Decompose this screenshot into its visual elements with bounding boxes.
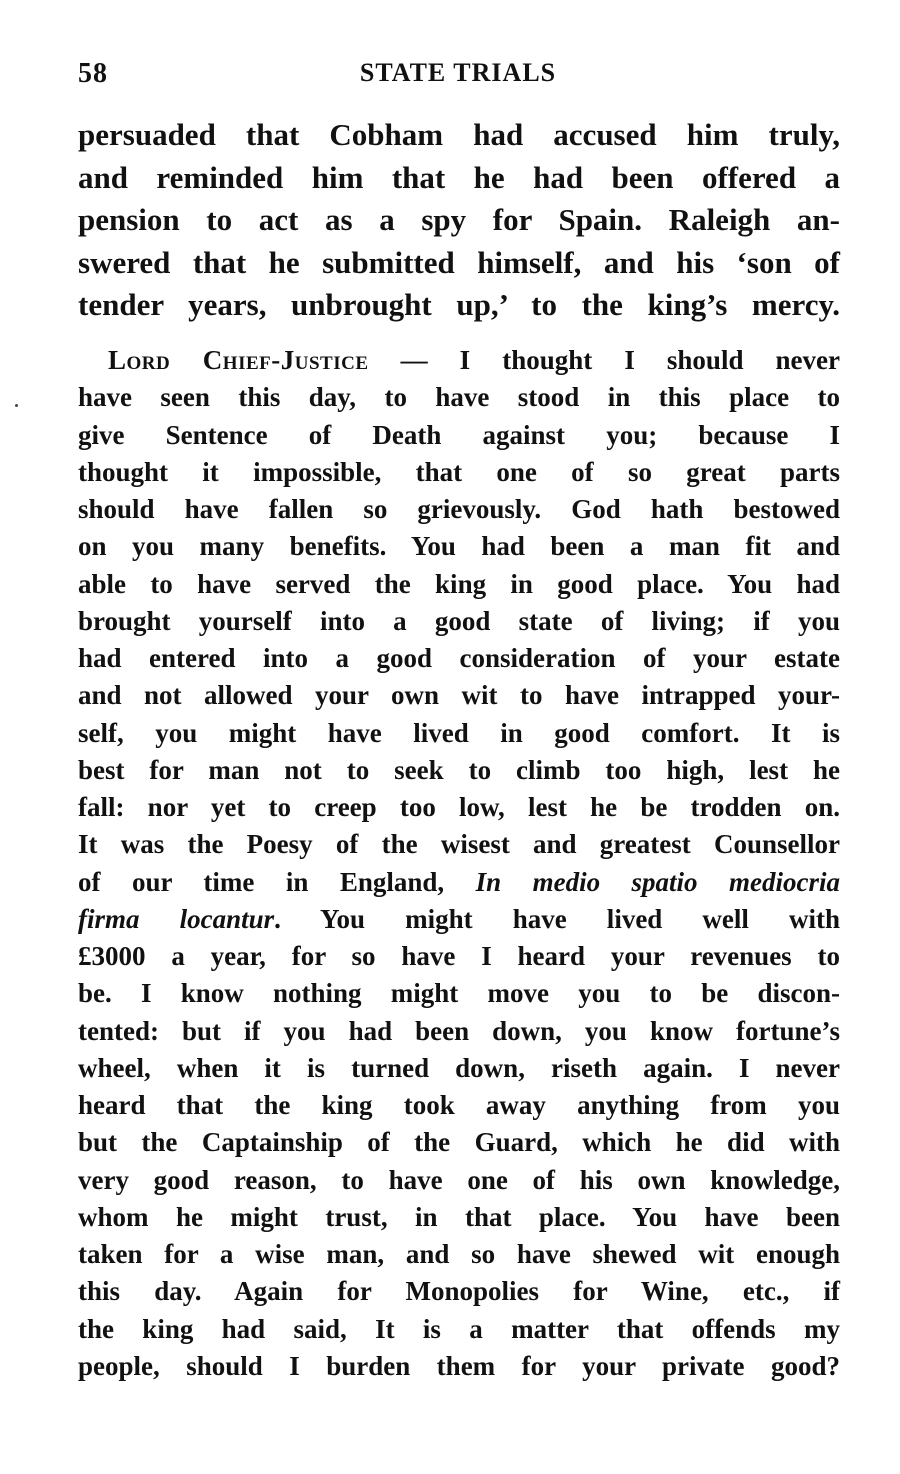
latin-quote-line	[78, 864, 840, 901]
text-line: pension to act as a spy for Spain. Raleigh an-	[78, 202, 840, 238]
text-line: but the Captainship of the Guard, which he did with	[78, 1127, 840, 1158]
paragraph-2	[78, 342, 840, 1385]
text-line: people, should I burden them for your private good?	[78, 1350, 840, 1381]
text-line: the king had said, It is a matter that offends my	[78, 1313, 840, 1344]
text-line: heard that the king took away anything from you	[78, 1090, 840, 1120]
text-line: on you many benefits. You had been a man fit and	[78, 531, 840, 562]
text-line: brought yourself into a good state of living; if you	[78, 605, 840, 636]
latin-quote-continuation	[78, 901, 840, 938]
text-line: should have fallen so grievously. God hath bestowed	[78, 494, 840, 524]
text-line: £3000 a year, for so have I heard your revenues to	[78, 941, 840, 971]
latin-quote: In medio spatio mediocria	[475, 866, 840, 897]
text-line: tender years, unbrought up,’ to the king’s mercy.	[78, 287, 840, 323]
text-line: whom he might trust, in that place. You have been	[78, 1201, 840, 1232]
page-header	[78, 58, 838, 94]
text-line: It was the Poesy of the wisest and greatest Counsellor	[78, 829, 840, 860]
text-line: be. I know nothing might move you to be discon-	[78, 978, 840, 1009]
text-line: thought it impossible, that one of so great parts	[78, 456, 840, 487]
running-title: STATE TRIALS	[359, 58, 557, 87]
paragraph-1	[78, 114, 840, 327]
margin-speck	[15, 404, 18, 407]
page-number: 58	[78, 58, 108, 89]
text-line: and not allowed your own wit to have intrapped your-	[78, 680, 840, 711]
text-line: fall: nor yet to creep too low, lest he be trodden on.	[78, 792, 840, 822]
text-line: swered that he submitted himself, and his ‘son of	[78, 244, 840, 280]
latin-line-prefix: of our time in England,	[78, 866, 476, 897]
text-line: wheel, when it is turned down, riseth again. I never	[78, 1052, 840, 1083]
text-line: able to have served the king in good place. You had	[78, 568, 840, 599]
latin-quote-end: firma locantur	[78, 903, 275, 934]
speaker-line-text: — I thought I should never	[368, 345, 840, 375]
speaker-name: Lord Chief-Justice	[108, 345, 369, 375]
text-line: best for man not to seek to climb too high, lest he	[78, 754, 840, 785]
text-line: tented: but if you had been down, you know fortune’s	[78, 1015, 840, 1046]
text-line: self, you might have lived in good comfort. It is	[78, 717, 840, 748]
text-line: and reminded him that he had been offered a	[78, 159, 840, 195]
text-line: had entered into a good consideration of your estate	[78, 643, 840, 673]
text-line: give Sentence of Death against you; because I	[78, 419, 840, 450]
text-line: very good reason, to have one of his own knowledge,	[78, 1164, 840, 1195]
text-line: this day. Again for Monopolies for Wine, etc., if	[78, 1276, 840, 1307]
text-line: persuaded that Cobham had accused him truly,	[78, 117, 840, 152]
text-line: taken for a wise man, and so have shewed wit enough	[78, 1239, 840, 1269]
speaker-line	[78, 342, 840, 379]
latin-cont-text: . You might have lived well with	[274, 903, 841, 934]
text-line: have seen this day, to have stood in this place to	[78, 382, 840, 413]
